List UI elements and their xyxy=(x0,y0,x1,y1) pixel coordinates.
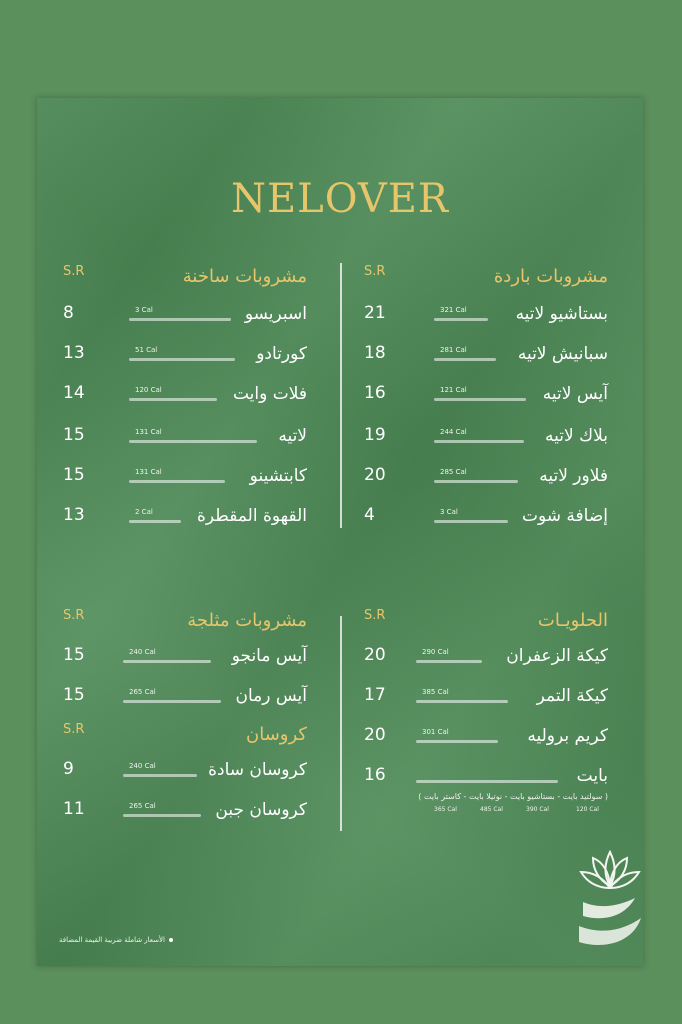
item-name: كروسان سادة xyxy=(208,760,307,780)
item-price: 16 xyxy=(364,765,386,785)
menu-item xyxy=(364,644,608,674)
currency-label: S.R xyxy=(63,608,85,623)
item-name: كابتشينو xyxy=(249,466,307,486)
item-name: كورتادو xyxy=(256,344,307,364)
menu-item xyxy=(364,464,608,494)
item-calories: 120 Cal xyxy=(135,386,162,394)
item-underline xyxy=(434,358,496,361)
item-name: كيكة التمر xyxy=(536,686,608,706)
item-price: 13 xyxy=(63,343,85,363)
menu-item xyxy=(63,382,307,412)
item-calories: 2 Cal xyxy=(135,508,153,516)
item-calories: 3 Cal xyxy=(135,306,153,314)
cold-drinks-section xyxy=(364,266,608,536)
item-underline xyxy=(129,520,181,523)
bite-calorie: 485 Cal xyxy=(480,806,503,813)
currency-label: S.R xyxy=(364,608,386,623)
item-calories: 285 Cal xyxy=(440,468,467,476)
menu-item xyxy=(364,342,608,372)
item-underline xyxy=(123,814,201,817)
menu-item xyxy=(364,382,608,412)
item-calories: 385 Cal xyxy=(422,688,449,696)
menu-item xyxy=(63,424,307,454)
item-name: بايت xyxy=(576,766,608,786)
item-underline xyxy=(416,780,558,783)
item-calories: 281 Cal xyxy=(440,346,467,354)
croissant-section xyxy=(63,724,307,834)
item-name: فلات وايت xyxy=(232,384,307,404)
item-calories: 51 Cal xyxy=(135,346,158,354)
item-price: 9 xyxy=(63,759,74,779)
item-underline xyxy=(416,740,498,743)
item-name: لاتيه xyxy=(278,426,307,446)
item-name: آيس مانجو xyxy=(231,646,307,666)
item-price: 20 xyxy=(364,465,386,485)
menu-item xyxy=(63,464,307,494)
menu-item xyxy=(63,342,307,372)
currency-label: S.R xyxy=(364,264,386,279)
item-underline xyxy=(123,774,197,777)
iced-drinks-section xyxy=(63,610,307,720)
item-price: 15 xyxy=(63,465,85,485)
item-calories: 131 Cal xyxy=(135,468,162,476)
item-calories: 265 Cal xyxy=(129,688,156,696)
item-name: سبانيش لاتيه xyxy=(517,344,608,364)
iced-drinks-title: مشروبات مثلجة xyxy=(187,610,307,631)
item-underline xyxy=(123,660,211,663)
item-underline xyxy=(129,440,257,443)
item-underline xyxy=(434,318,488,321)
croissant-title: كروسان xyxy=(246,724,307,745)
bite-calorie: 120 Cal xyxy=(576,806,599,813)
item-calories: 131 Cal xyxy=(135,428,162,436)
item-price: 15 xyxy=(63,645,85,665)
menu-item xyxy=(364,504,608,534)
lotus-logo-icon xyxy=(575,846,645,966)
item-price: 4 xyxy=(364,505,375,525)
item-name: القهوة المقطرة xyxy=(197,506,307,526)
item-name: آيس رمان xyxy=(235,686,307,706)
item-underline xyxy=(129,358,235,361)
item-calories: 240 Cal xyxy=(129,648,156,656)
item-underline xyxy=(434,480,518,483)
item-name: كريم بروليه xyxy=(527,726,608,746)
menu-card xyxy=(37,98,643,966)
item-price: 16 xyxy=(364,383,386,403)
item-price: 20 xyxy=(364,725,386,745)
cold-drinks-title: مشروبات باردة xyxy=(493,266,608,287)
item-name: آيس لاتيه xyxy=(542,384,608,404)
menu-item xyxy=(63,684,307,714)
item-underline xyxy=(129,480,225,483)
item-name: بستاشيو لاتيه xyxy=(515,304,608,324)
vat-footnote xyxy=(59,936,173,944)
item-price: 20 xyxy=(364,645,386,665)
menu-item xyxy=(364,424,608,454)
column-divider-bottom xyxy=(340,616,342,831)
item-underline xyxy=(416,660,482,663)
bite-calories xyxy=(408,806,608,816)
item-calories: 121 Cal xyxy=(440,386,467,394)
menu-item xyxy=(63,798,307,828)
item-price: 8 xyxy=(63,303,74,323)
vat-footnote-text: الأسعار شاملة ضريبة القيمة المضافة xyxy=(59,936,165,944)
item-price: 14 xyxy=(63,383,85,403)
item-name: اسبريسو xyxy=(244,304,307,324)
item-underline xyxy=(434,398,526,401)
item-calories: 244 Cal xyxy=(440,428,467,436)
item-price: 15 xyxy=(63,425,85,445)
hot-drinks-title: مشروبات ساخنة xyxy=(182,266,307,287)
item-price: 11 xyxy=(63,799,85,819)
item-name: إضافة شوت xyxy=(521,506,608,526)
item-calories: 3 Cal xyxy=(440,508,458,516)
item-underline xyxy=(129,318,231,321)
currency-label: S.R xyxy=(63,264,85,279)
menu-item xyxy=(364,302,608,332)
bite-calorie: 365 Cal xyxy=(434,806,457,813)
hot-drinks-section xyxy=(63,266,307,536)
menu-item xyxy=(63,504,307,534)
menu-item xyxy=(63,302,307,332)
menu-item xyxy=(364,764,608,824)
menu-item xyxy=(63,758,307,788)
menu-item xyxy=(364,724,608,754)
bite-flavors: ( سولتيد بايت - بستاشيو بايت - نوتيلا بايت - كاستر بايت ) xyxy=(418,792,608,801)
item-calories: 290 Cal xyxy=(422,648,449,656)
item-price: 21 xyxy=(364,303,386,323)
bite-calorie: 390 Cal xyxy=(526,806,549,813)
item-price: 19 xyxy=(364,425,386,445)
menu-item xyxy=(63,644,307,674)
column-divider-top xyxy=(340,263,342,528)
item-name: بلاك لاتيه xyxy=(545,426,608,446)
item-calories: 301 Cal xyxy=(422,728,449,736)
item-name: كروسان جبن xyxy=(215,800,307,820)
item-underline xyxy=(129,398,217,401)
desserts-title: الحلويـات xyxy=(537,610,608,631)
item-calories: 240 Cal xyxy=(129,762,156,770)
menu-item xyxy=(364,684,608,714)
currency-label: S.R xyxy=(63,722,85,737)
item-name: فلاور لاتيه xyxy=(539,466,608,486)
item-price: 15 xyxy=(63,685,85,705)
desserts-section xyxy=(364,610,608,830)
item-price: 13 xyxy=(63,505,85,525)
brand-title: NELOVER xyxy=(230,176,450,222)
item-price: 17 xyxy=(364,685,386,705)
item-underline xyxy=(434,520,508,523)
item-price: 18 xyxy=(364,343,386,363)
item-calories: 321 Cal xyxy=(440,306,467,314)
item-name: كيكة الزعفران xyxy=(506,646,608,666)
item-calories: 265 Cal xyxy=(129,802,156,810)
item-underline xyxy=(434,440,524,443)
bullet-icon xyxy=(169,938,173,942)
item-underline xyxy=(123,700,221,703)
item-underline xyxy=(416,700,508,703)
